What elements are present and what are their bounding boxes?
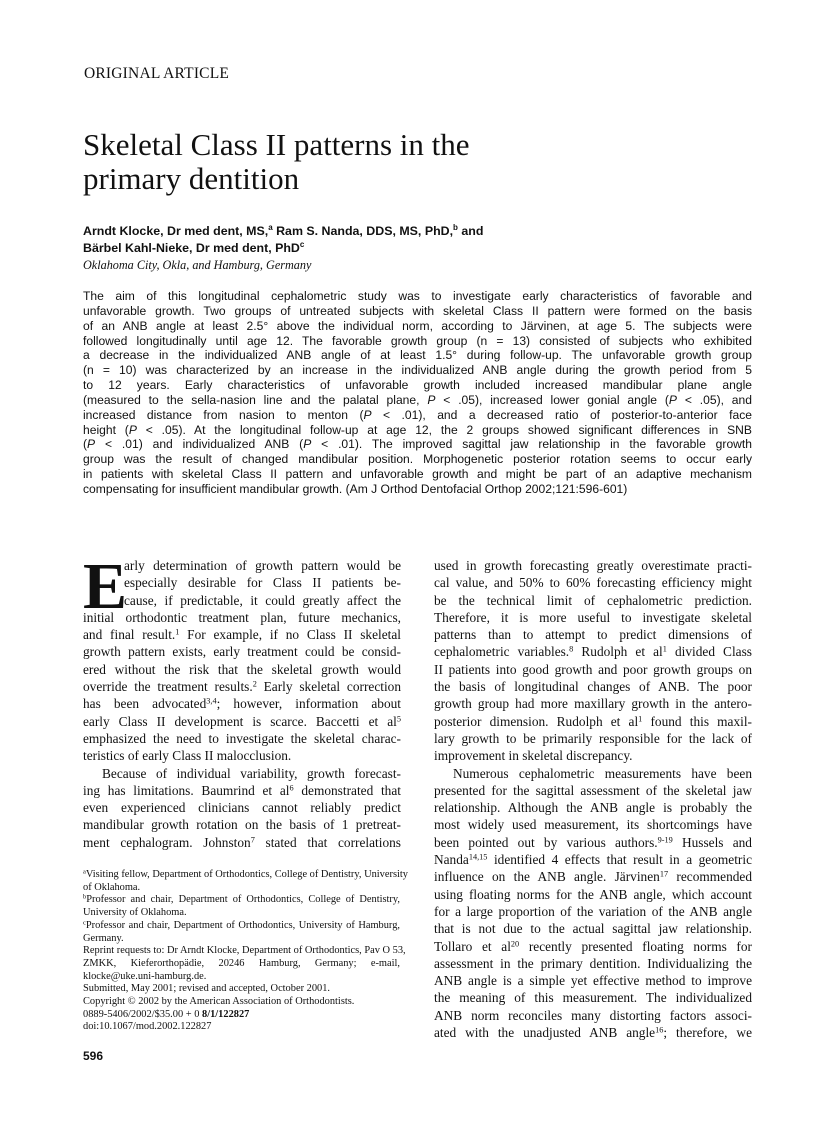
text-line (434, 678, 752, 695)
text-segment: Therefore, it is more useful to investigate skeletal (434, 609, 752, 625)
text-line (83, 423, 752, 438)
text-line (434, 903, 752, 920)
text-line (434, 730, 752, 747)
article-title (83, 128, 470, 196)
text-segment: ment cephalogram. Johnston (83, 834, 251, 850)
text-line (434, 1024, 752, 1041)
text-segment: to 12 years. Early characteristics of unfavorable growth included increased mandibular plane angle (83, 378, 752, 393)
body-column-right (434, 557, 752, 1041)
page-number: 596 (83, 1049, 104, 1063)
text-segment: be the technical limit of cephalometric prediction. (434, 592, 752, 608)
paragraph (83, 1021, 400, 1034)
text-line (83, 557, 401, 574)
text-line (434, 816, 752, 833)
superscript-reference: 20 (510, 938, 520, 948)
text-line (83, 609, 401, 626)
text-segment: improvement in skeletal discrepancy. (434, 748, 633, 764)
text-segment: and final result. (83, 627, 176, 643)
text-line (83, 730, 401, 747)
text-line (83, 894, 400, 907)
text-segment: in patients with skeletal Class II pattern and unfavorable growth and might be part of an adaptive mechanism (83, 467, 752, 482)
text-segment: Submitted, May 2001; revised and accepted, October 2001. (83, 983, 331, 995)
text-segment: compensating for insufficient mandibular growth. (Am J Orthod Dentofacial Orthop 2002;121:596-601) (83, 481, 628, 496)
text-segment: mandibular growth rotation on the basis of 1 pretreat- (83, 817, 401, 833)
text-line (83, 304, 752, 319)
text-segment: cephalometric variables. (434, 644, 570, 660)
italic-symbol: P (363, 407, 372, 422)
text-line (83, 334, 752, 349)
superscript-reference: a (83, 868, 86, 876)
text-line (434, 782, 752, 799)
affiliation-marker: b (453, 222, 458, 232)
paragraph (83, 996, 400, 1009)
text-line (434, 886, 752, 903)
text-line (83, 452, 752, 467)
text-segment: been pointed out by various authors. (434, 834, 658, 850)
text-segment: used in growth forecasting greatly overestimate practi- (434, 558, 752, 573)
author-name: Ram S. Nanda, DDS, MS, PhD, (272, 224, 454, 238)
text-segment: arly determination of growth pattern would be (124, 558, 401, 573)
text-segment: ing has limitations. Baumrind et al (83, 782, 290, 798)
text-line (83, 661, 401, 678)
italic-symbol: P (303, 437, 312, 452)
text-line (83, 920, 400, 933)
text-line (83, 747, 401, 764)
text-line (434, 938, 752, 955)
paragraph (434, 765, 752, 1042)
text-segment: presented for the sagittal assessment of the skeletal jaw (434, 782, 752, 798)
paragraph (83, 983, 400, 996)
text-line (434, 868, 752, 885)
text-segment: For example, if no Class II skeletal (179, 627, 401, 643)
text-segment: patterns than to attempt to predict dimensions of (434, 627, 752, 643)
text-segment: ated with the unadjusted ANB angle (434, 1025, 656, 1041)
abstract (83, 289, 752, 497)
text-segment: lary growth to be primarily responsible for the lack of (434, 730, 752, 746)
text-line (434, 989, 752, 1006)
superscript-reference: c (83, 919, 86, 927)
text-segment: of an ANB angle at least 2.5° above the individual norm, according to Järvinen, at age 5. The subjects were (83, 318, 752, 333)
article-type-label: ORIGINAL ARTICLE (84, 65, 230, 82)
title-line: primary dentition (83, 161, 300, 196)
text-segment: posterior dimension. Rudolph et al (434, 713, 639, 729)
text-line (83, 482, 752, 497)
text-segment: followed longitudinally until age 12. The favorable growth group (n = 13) consisted of subjects who exhibited (83, 333, 752, 348)
text-segment: growth group had more maxillary growth in the antero- (434, 696, 752, 712)
text-segment: Hussels and (672, 834, 752, 850)
text-segment: Numerous cephalometric measurements have been (453, 765, 752, 781)
text-segment: klocke@uke.uni-hamburg.de. (83, 970, 207, 982)
text-segment: demonstrated that (293, 782, 401, 798)
text-segment: < .05), and (676, 392, 752, 407)
superscript-reference: 9-19 (657, 835, 673, 845)
paragraph (434, 557, 752, 765)
title-line: Skeletal Class II patterns in the (83, 127, 470, 162)
text-line (434, 609, 752, 626)
text-segment: even experienced clinicians cannot reliably predict (83, 800, 401, 816)
text-segment: has been advocated (83, 696, 207, 712)
text-segment: < .01), and a decreased ratio of posterior-to-anterior face (371, 407, 752, 422)
text-line (83, 378, 752, 393)
text-segment: assessment in the primary dentition. Individualizing the (434, 955, 752, 971)
text-line (83, 695, 401, 712)
superscript-reference: 8 (569, 644, 574, 654)
text-line (83, 882, 400, 895)
text-segment: relationship. Although the ANB angle is probably the (434, 800, 752, 816)
superscript-reference: 3,4 (206, 696, 217, 706)
text-line (434, 955, 752, 972)
paragraph (83, 1009, 400, 1022)
text-line (83, 678, 401, 695)
text-segment: cal value, and 50% to 60% forecasting efficiency might (434, 575, 752, 591)
text-segment: < .05). At the longitudinal follow-up at age 12, the 2 groups showed significant differences in SNB (136, 422, 752, 437)
text-segment: of Oklahoma. (83, 881, 141, 893)
text-line (434, 972, 752, 989)
text-segment: University of Oklahoma. (83, 907, 187, 919)
text-segment: Reprint requests to: Dr Arndt Klocke, Department of Orthodontics, Pav O 53, (83, 945, 406, 957)
text-segment: ANB angle is a simple yet effective method to improve (434, 973, 752, 989)
drop-cap: E (83, 550, 128, 623)
text-segment: for a large proportion of the variation of the ANB angle (434, 903, 752, 919)
text-segment: identified 4 effects that result in a geometric (487, 852, 752, 868)
text-line (434, 557, 752, 574)
text-segment: Tollaro et al (434, 938, 511, 954)
text-line (434, 1007, 752, 1024)
text-line (434, 765, 752, 782)
text-segment: group was the result of changed mandibular position. Morphogenetic posterior rotation seems to occur early (83, 452, 752, 467)
text-line (83, 907, 400, 920)
bold-text: 8/1/122827 (202, 1008, 250, 1020)
text-line (434, 834, 752, 851)
text-segment: increased distance from nasion to menton ( (83, 407, 364, 422)
author-conjunction: and (457, 224, 484, 238)
text-segment: the meaning of this measurement. The individualized (434, 990, 752, 1006)
text-line (83, 437, 752, 452)
text-segment: growth pattern exists, early treatment could be consid- (83, 644, 401, 660)
superscript-reference: 6 (289, 783, 294, 793)
text-line (83, 289, 752, 304)
text-segment: most widely used measurement, its shortcomings have (434, 817, 752, 833)
superscript-reference: 14,15 (468, 852, 488, 862)
text-line (83, 996, 400, 1009)
italic-symbol: P (128, 422, 137, 437)
text-segment: ; therefore, we (663, 1025, 752, 1041)
text-line (434, 747, 752, 764)
text-segment: teristics of early Class II malocclusion. (83, 748, 292, 764)
text-segment: < .01) and individualized ANB ( (95, 437, 304, 452)
text-line (83, 868, 408, 882)
text-line (83, 408, 752, 423)
superscript-reference: b (83, 893, 87, 901)
paragraph (83, 945, 406, 983)
text-line (83, 643, 401, 660)
text-segment: cause, if predictable, it could greatly affect the (124, 592, 401, 608)
text-segment: II patients into good growth and poor growth groups on (434, 661, 752, 677)
text-segment: Copyright © 2002 by the American Association of Orthodontists. (83, 996, 355, 1008)
author-name: Arndt Klocke, Dr med dent, MS, (83, 224, 269, 238)
text-segment: Early skeletal correction (256, 679, 401, 695)
text-line (83, 393, 752, 408)
text-line (434, 643, 752, 660)
text-segment: override the treatment results. (83, 679, 253, 695)
text-line (83, 592, 401, 609)
text-segment: ( (83, 437, 88, 452)
text-segment: unfavorable growth. Two groups of untreated subjects with skeletal Class II pattern were formed on the basis (83, 303, 752, 318)
text-segment: Visiting fellow, Department of Orthodontics, College of Dentistry, University (85, 869, 408, 880)
text-segment: Germany. (83, 932, 124, 944)
text-segment: recently presented floating norms for (519, 938, 752, 954)
paragraph (83, 289, 752, 497)
text-segment: stated that correlations (254, 834, 401, 850)
text-segment: the basis of longitudinal changes of ANB. The poor (434, 679, 752, 695)
text-segment: Professor and chair, Department of Orthodontics, University of Hamburg, (85, 919, 400, 931)
italic-symbol: P (87, 437, 96, 452)
paragraph (83, 920, 400, 945)
text-segment: Rudolph et al (573, 644, 663, 660)
text-line (83, 626, 401, 643)
text-line (434, 592, 752, 609)
text-segment: (n = 10) was characterized by an increase in the individualized ANB angle during the growth period from 5 (83, 363, 752, 378)
text-segment: emphasized the need to investigate the skeletal charac- (83, 730, 401, 746)
superscript-reference: 1 (175, 627, 180, 637)
text-line (83, 1009, 400, 1022)
text-line (83, 319, 752, 334)
text-segment: ; however, information about (216, 696, 401, 712)
text-segment: < .01). The improved sagittal jaw relationship in the favorable growth (311, 437, 752, 452)
text-segment: influence on the ANB angle. Järvinen (434, 869, 660, 885)
footnotes (83, 868, 408, 1034)
text-line (434, 695, 752, 712)
text-segment: doi:10.1067/mod.2002.122827 (83, 1021, 212, 1033)
text-line (83, 945, 406, 958)
superscript-reference: 2 (252, 679, 257, 689)
text-line (83, 971, 400, 984)
paragraph (83, 765, 401, 851)
text-segment: height ( (83, 422, 129, 437)
affiliation-marker: a (268, 222, 273, 232)
author-affiliation: Oklahoma City, Okla, and Hamburg, Germany (83, 258, 312, 272)
text-segment: Professor and chair, Department of Orthodontics, College of Dentistry, (86, 894, 400, 906)
text-line (83, 363, 752, 378)
text-segment: (measured to the sella-nasion line and the palatal plane, (83, 392, 428, 407)
italic-symbol: P (427, 392, 436, 407)
text-segment: 0889-5406/2002/$35.00 + 0 (83, 1008, 203, 1020)
text-line (83, 348, 752, 363)
text-segment: that is not due to the actual sagittal jaw relationship. (434, 921, 752, 937)
paragraph (83, 550, 401, 765)
text-line (83, 765, 401, 782)
text-line (434, 661, 752, 678)
text-line (83, 933, 400, 946)
text-segment: divided Class (666, 644, 752, 660)
italic-symbol: P (668, 392, 677, 407)
text-line (83, 782, 401, 799)
author-name: Bärbel Kahl-Nieke, Dr med dent, PhD (83, 241, 300, 255)
text-line (434, 626, 752, 643)
text-segment: especially desirable for Class II patients be- (124, 575, 401, 591)
text-line (83, 816, 401, 833)
text-segment: ZMKK, Kieferorthopädie, 20246 Hamburg, Germany; e-mail, (83, 957, 400, 969)
superscript-reference: 17 (659, 869, 669, 879)
superscript-reference: 1 (638, 714, 643, 724)
text-line (434, 851, 752, 868)
text-line (434, 574, 752, 591)
superscript-reference: 7 (250, 835, 255, 845)
text-line (434, 799, 752, 816)
text-segment: found this maxil- (642, 713, 752, 729)
author-list (83, 223, 483, 257)
text-segment: recommended (668, 869, 753, 885)
text-segment: initial orthodontic treatment plan, future mechanics, (83, 609, 401, 625)
text-line (83, 1021, 400, 1034)
text-line (83, 713, 401, 730)
text-line (83, 467, 752, 482)
text-segment: Because of individual variability, growth forecast- (102, 765, 401, 781)
text-segment: The aim of this longitudinal cephalometric study was to investigate early characteristics of favorable and (83, 289, 752, 303)
paragraph (83, 894, 400, 919)
text-line (434, 713, 752, 730)
text-line (83, 799, 401, 816)
text-segment: < .05), increased lower gonial angle ( (435, 392, 669, 407)
text-segment: ANB norm reconciles many distorting factors associ- (434, 1007, 752, 1023)
body-column-left (83, 550, 401, 851)
text-segment: ered without the risk that the skeletal growth would (83, 661, 401, 677)
superscript-reference: 16 (655, 1025, 664, 1035)
text-segment: Nanda (434, 852, 469, 868)
text-line (83, 958, 400, 971)
superscript-reference: 5 (396, 714, 401, 724)
superscript-reference: 1 (662, 644, 667, 654)
affiliation-marker: c (299, 239, 305, 249)
text-segment: using floating norms for the ANB angle, which account (434, 886, 752, 902)
text-line (83, 574, 401, 591)
text-segment: early Class II development is scarce. Baccetti et al (83, 713, 397, 729)
paragraph (83, 868, 408, 894)
text-line (83, 983, 400, 996)
text-line (434, 920, 752, 937)
text-line (83, 834, 401, 851)
text-segment: a decrease in the individualized ANB angle of at least 1.5° during follow-up. The unfavorable growth group (83, 348, 752, 363)
